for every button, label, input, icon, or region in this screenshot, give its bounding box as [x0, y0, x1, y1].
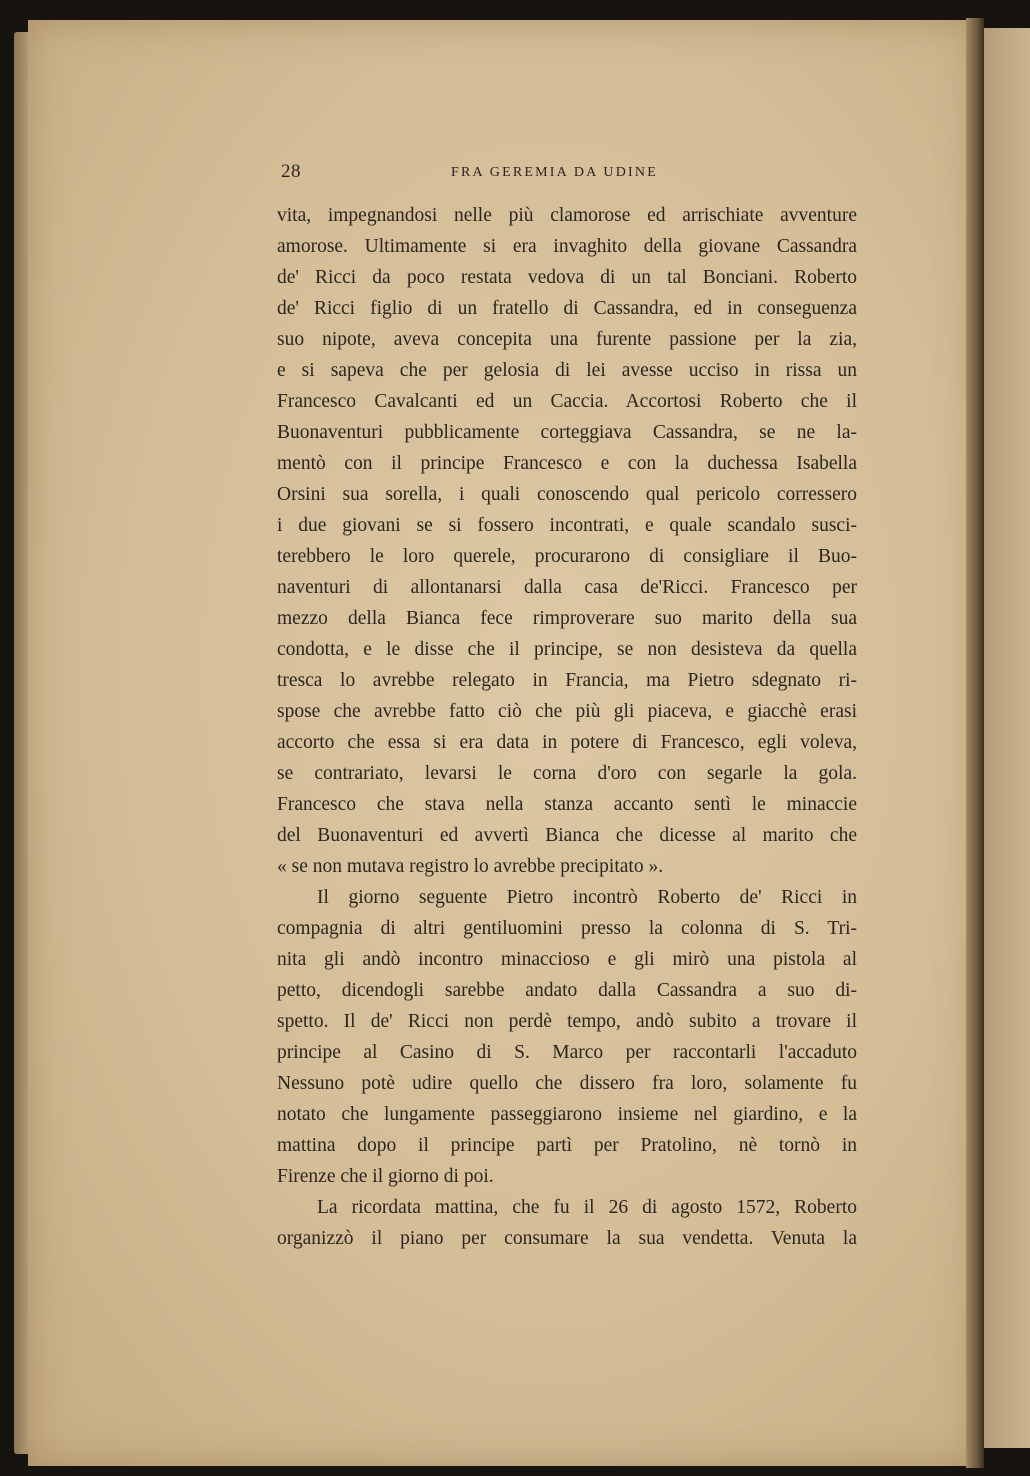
text-line: Firenze che il giorno di poi.	[277, 1166, 494, 1187]
facing-page-edge	[984, 28, 1030, 1448]
text-line: Buonaventuri pubblicamente corteggiava Cassandra, se ne la-	[277, 422, 857, 443]
text-line: se contrariato, levarsi le corna d'oro con segarle la gola.	[277, 763, 857, 784]
text-line: tresca lo avrebbe relegato in Francia, ma Pietro sdegnato ri-	[277, 670, 857, 691]
text-line: del Buonaventuri ed avvertì Bianca che dicesse al marito che	[277, 825, 857, 846]
text-line: naventuri di allontanarsi dalla casa de'Ricci. Francesco per	[277, 577, 857, 598]
text-line: terebbero le loro querele, procurarono di consigliare il Buo-	[277, 546, 857, 567]
text-line: petto, dicendogli sarebbe andato dalla Cassandra a suo di-	[277, 980, 857, 1001]
book-gutter	[966, 18, 984, 1468]
text-line: nita gli andò incontro minaccioso e gli mirò una pistola al	[277, 949, 857, 970]
text-line: Nessuno potè udire quello che dissero fra loro, solamente fu	[277, 1073, 857, 1094]
text-line: spetto. Il de' Ricci non perdè tempo, andò subito a trovare il	[277, 1011, 857, 1032]
text-line: Francesco Cavalcanti ed un Caccia. Accortosi Roberto che il	[277, 391, 857, 412]
body-text	[277, 200, 857, 1254]
text-line: La ricordata mattina, che fu il 26 di agosto 1572, Roberto	[317, 1197, 857, 1218]
text-line: principe al Casino di S. Marco per raccontarli l'accaduto	[277, 1042, 857, 1063]
text-line: Il giorno seguente Pietro incontrò Roberto de' Ricci in	[317, 887, 857, 908]
text-line: mezzo della Bianca fece rimproverare suo marito della sua	[277, 608, 857, 629]
text-line: spose che avrebbe fatto ciò che più gli piaceva, e giacchè erasi	[277, 701, 857, 722]
text-line: Orsini sua sorella, i quali conoscendo qual pericolo corressero	[277, 484, 857, 505]
text-line: condotta, e le disse che il principe, se non desisteva da quella	[277, 639, 857, 660]
text-line: mentò con il principe Francesco e con la duchessa Isabella	[277, 453, 857, 474]
text-line: « se non mutava registro lo avrebbe precipitato ».	[277, 856, 664, 877]
text-line: mattina dopo il principe partì per Pratolino, nè tornò in	[277, 1135, 857, 1156]
text-line: amorose. Ultimamente si era invaghito della giovane Cassandra	[277, 236, 857, 257]
text-line: de' Ricci figlio di un fratello di Cassandra, ed in conseguenza	[277, 298, 857, 319]
text-line: notato che lungamente passeggiarono insieme nel giardino, e la	[277, 1104, 857, 1125]
running-title: FRA GEREMIA DA UDINE	[451, 165, 658, 180]
text-line: i due giovani se si fossero incontrati, e quale scandalo susci-	[277, 515, 857, 536]
text-line: accorto che essa si era data in potere di Francesco, egli voleva,	[277, 732, 857, 753]
text-line: organizzò il piano per consumare la sua vendetta. Venuta la	[277, 1228, 857, 1249]
page-number: 28	[281, 161, 301, 182]
text-line: e si sapeva che per gelosia di lei avesse ucciso in rissa un	[277, 360, 857, 381]
text-line: de' Ricci da poco restata vedova di un tal Bonciani. Roberto	[277, 267, 857, 288]
page-header	[281, 161, 861, 191]
text-line: compagnia di altri gentiluomini presso la colonna di S. Tri-	[277, 918, 857, 939]
text-line: vita, impegnandosi nelle più clamorose ed arrischiate avventure	[277, 205, 857, 226]
text-line: suo nipote, aveva concepita una furente passione per la zia,	[277, 329, 857, 350]
text-line: Francesco che stava nella stanza accanto sentì le minaccie	[277, 794, 857, 815]
